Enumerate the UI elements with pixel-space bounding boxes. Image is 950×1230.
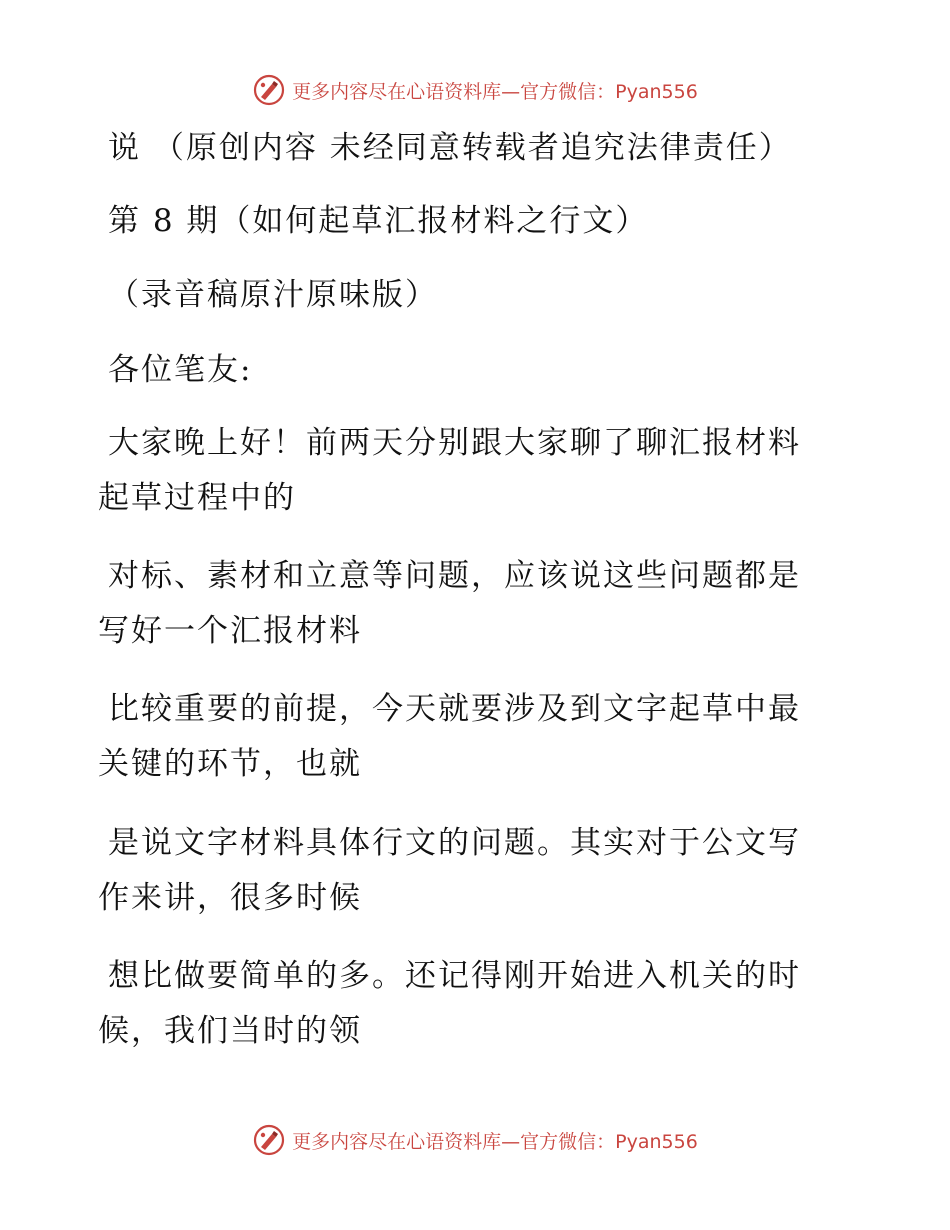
watermark-text: 更多内容尽在心语资料库—官方微信：Pyan556	[292, 80, 698, 103]
text-line: 第 8 期（如何起草汇报材料之行文）	[108, 203, 649, 239]
footer-watermark	[0, 1120, 950, 1160]
text-line: （录音稿原汁原味版）	[108, 277, 438, 313]
text-line: 起草过程中的	[98, 480, 296, 516]
text-line: 作来讲，很多时候	[98, 880, 362, 916]
pen-circle-logo-icon	[252, 1123, 286, 1157]
text-line: 写好一个汇报材料	[98, 613, 362, 649]
text-line: 想比做要简单的多。还记得刚开始进入机关的时	[108, 958, 801, 994]
text-line: 比较重要的前提，今天就要涉及到文字起草中最	[108, 691, 801, 727]
text-line: 关键的环节，也就	[98, 746, 362, 782]
text-line: 各位笔友:	[108, 352, 253, 388]
text-line: 说 （原创内容 未经同意转载者追究法律责任）	[108, 130, 792, 166]
text-line: 是说文字材料具体行文的问题。其实对于公文写	[108, 825, 801, 861]
text-line: 对标、素材和立意等问题，应该说这些问题都是	[108, 558, 801, 594]
header-watermark	[0, 70, 950, 110]
text-line: 大家晚上好！前两天分别跟大家聊了聊汇报材料	[108, 425, 801, 461]
watermark-text: 更多内容尽在心语资料库—官方微信：Pyan556	[292, 1130, 698, 1153]
text-line: 候，我们当时的领	[98, 1013, 362, 1049]
pen-circle-logo-icon	[252, 73, 286, 107]
